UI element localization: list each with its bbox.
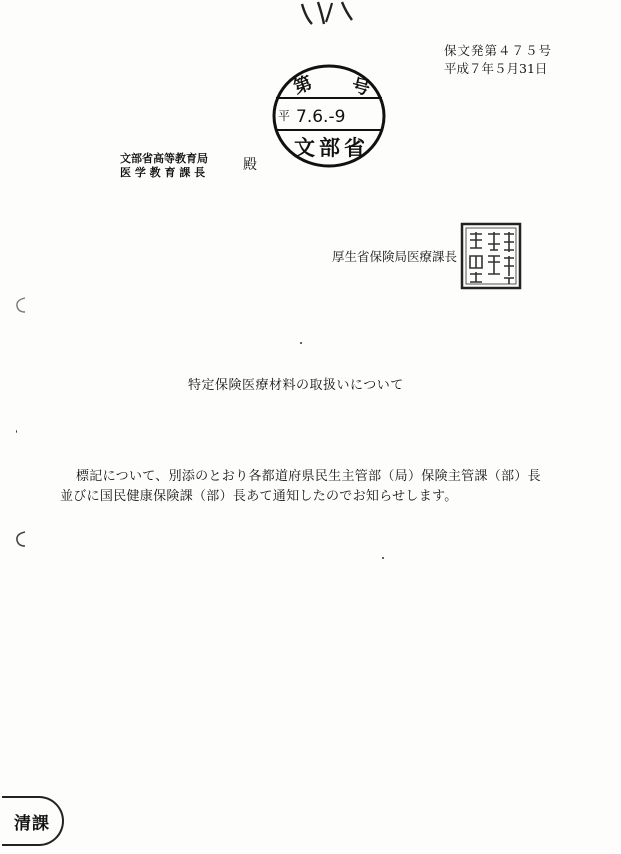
sender: 厚生省保険局医療課長 xyxy=(332,249,458,264)
addressee-line-1: 文部省高等教育局 xyxy=(120,152,208,165)
receipt-stamp-ministry: 文部省 xyxy=(294,136,369,160)
scan-speck xyxy=(382,557,384,559)
punch-hole-mark xyxy=(14,530,28,548)
footer-stamp-text: 清課 xyxy=(14,813,50,834)
body-line-2: 並びに国民健康保険課（部）長あて通知したのでお知らせします。 xyxy=(60,489,458,504)
receipt-stamp-era: 平 xyxy=(278,109,291,123)
receipt-stamp-date: 7.6.-9 xyxy=(296,107,346,127)
scan-speck xyxy=(300,342,302,344)
receipt-stamp-top-left: 第 xyxy=(290,72,316,99)
honorific: 殿 xyxy=(243,157,257,173)
addressee-line-2: 医 学 教 育 課 長 xyxy=(120,166,206,179)
top-handwritten-mark xyxy=(296,0,360,28)
document-date: 平成７年５月31日 xyxy=(444,61,548,76)
document-number: 保文発第４７５号 xyxy=(444,43,553,58)
official-seal xyxy=(460,222,522,290)
scan-speck xyxy=(16,430,17,433)
receipt-stamp xyxy=(270,62,388,170)
punch-hole-mark xyxy=(14,296,28,314)
footer-stamp xyxy=(2,796,64,846)
receipt-stamp-top-right: 号 xyxy=(349,74,373,100)
document-title: 特定保険医療材料の取扱いについて xyxy=(188,378,404,393)
body-line-1: 標記について、別添のとおり各都道府県民生主管部（局）保険主管課（部）長 xyxy=(76,469,541,484)
